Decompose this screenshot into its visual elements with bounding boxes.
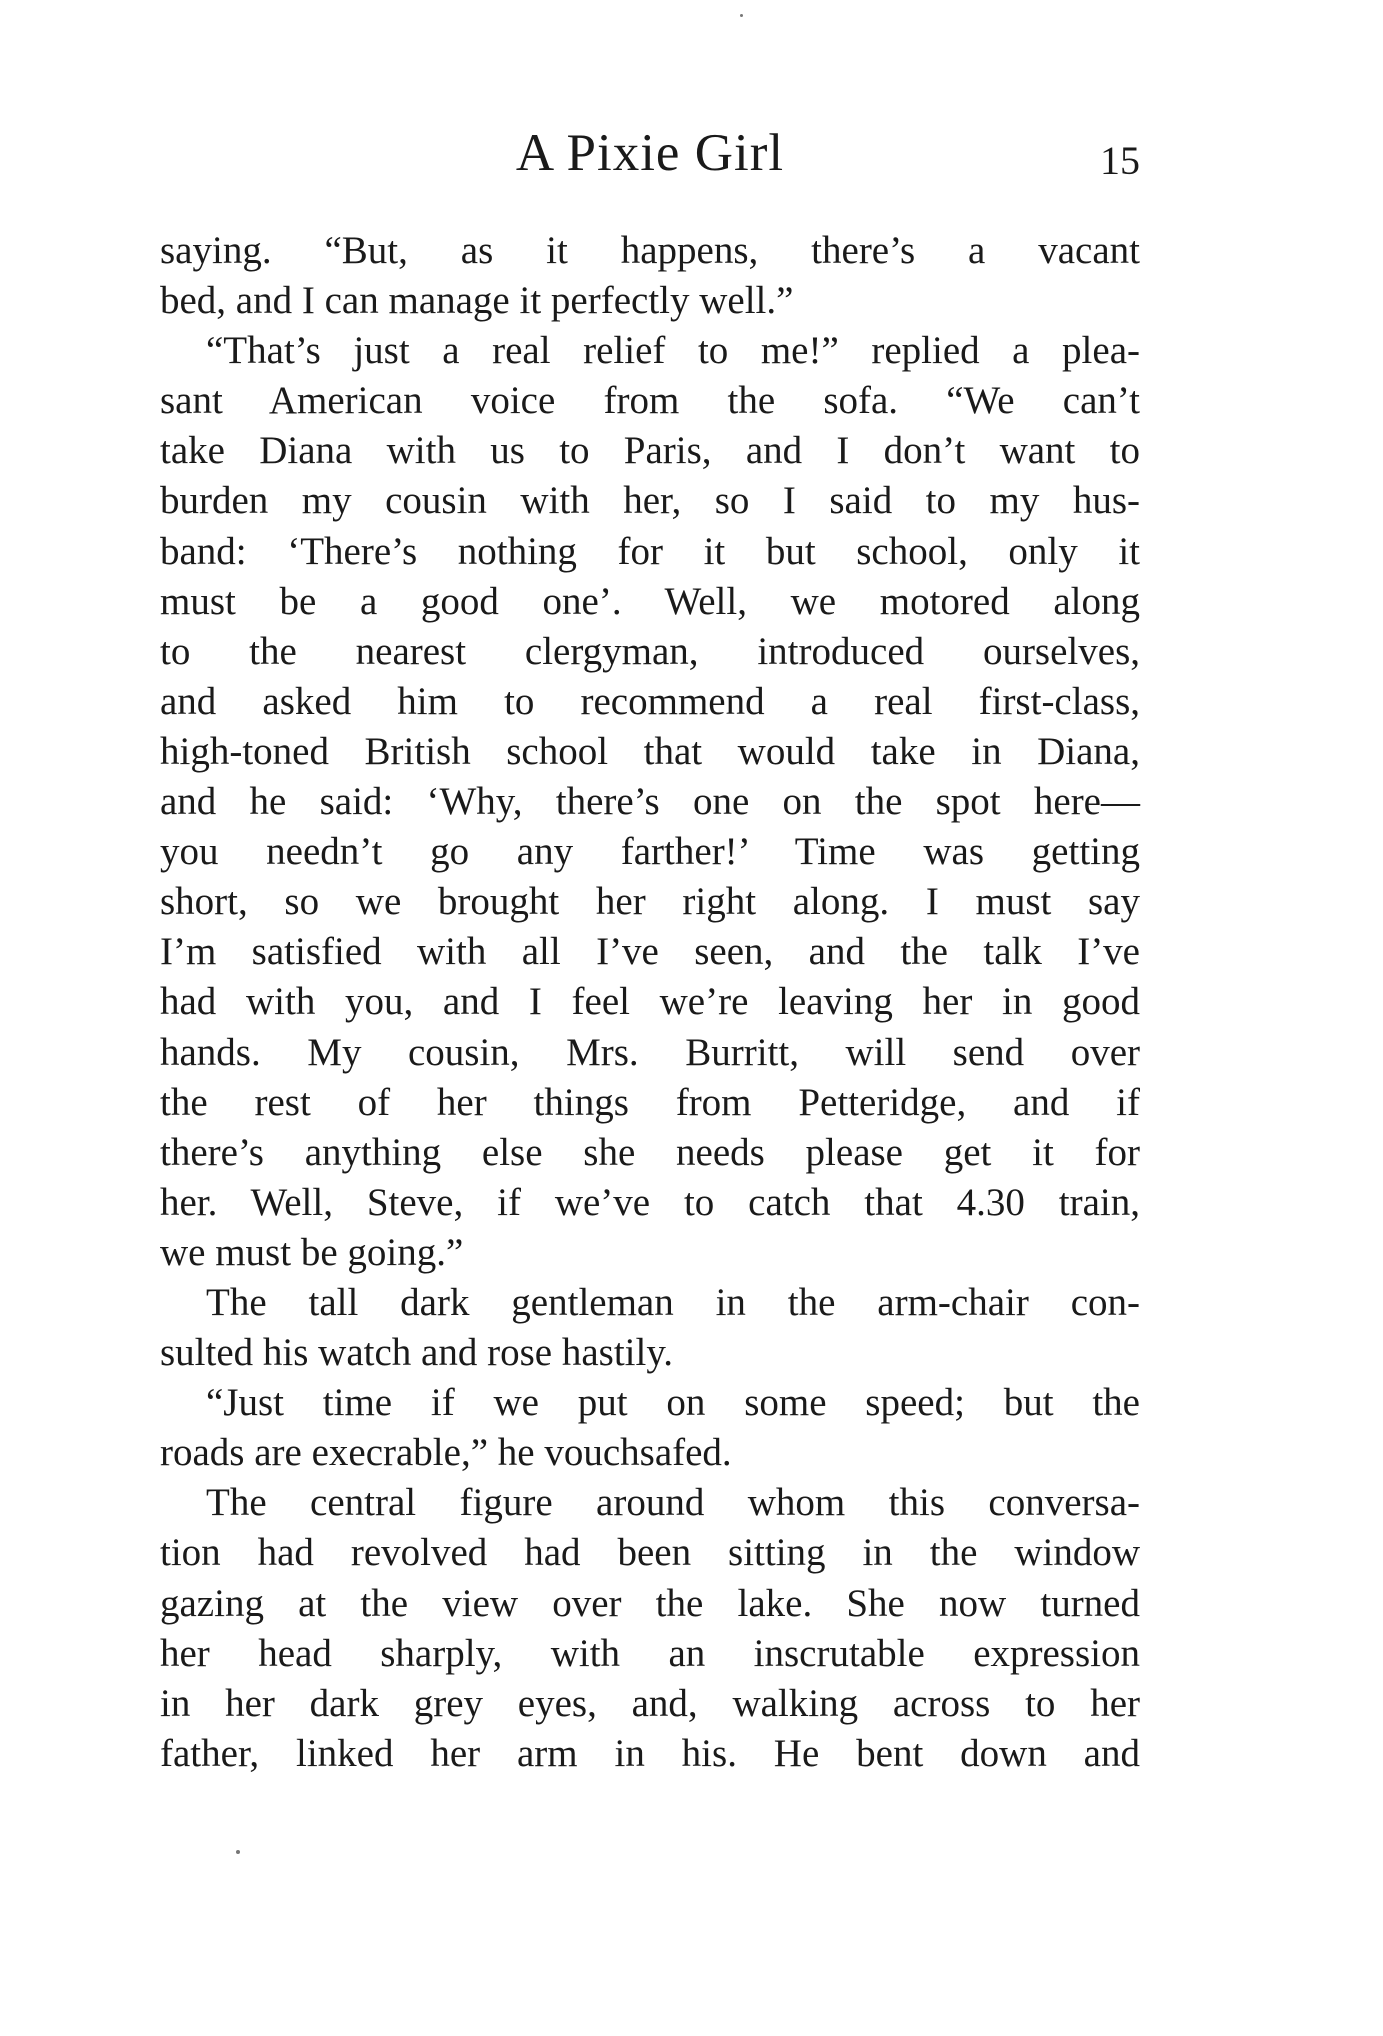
text-line: had with you, and I feel we’re leaving her in good	[160, 980, 1140, 1024]
text-line: take Diana with us to Paris, and I don’t want to	[160, 429, 1140, 473]
text-line: we must be going.”	[160, 1230, 464, 1274]
text-line: must be a good one’. Well, we motored along	[160, 579, 1140, 623]
text-line: and asked him to recommend a real first-class,	[160, 679, 1140, 723]
text-line: her. Well, Steve, if we’ve to catch that 4.30 train,	[160, 1180, 1140, 1224]
text-line: there’s anything else she needs please get it for	[160, 1130, 1140, 1174]
text-line: sulted his watch and rose hastily.	[160, 1331, 674, 1375]
paper-speck	[236, 1850, 240, 1854]
text-line: The tall dark gentleman in the arm-chair con-	[206, 1280, 1140, 1324]
text-line: The central figure around whom this conversa-	[206, 1481, 1140, 1525]
text-line: hands. My cousin, Mrs. Burritt, will send over	[160, 1030, 1140, 1074]
page-number: 15	[1100, 138, 1140, 183]
text-line: to the nearest clergyman, introduced ourselves,	[160, 629, 1140, 673]
text-line: her head sharply, with an inscrutable expression	[160, 1631, 1140, 1675]
text-line: father, linked her arm in his. He bent down and	[160, 1731, 1140, 1775]
text-line: burden my cousin with her, so I said to my hus-	[160, 479, 1140, 523]
text-line: the rest of her things from Petteridge, and if	[160, 1080, 1140, 1124]
text-line: and he said: ‘Why, there’s one on the spot here—	[160, 780, 1140, 824]
text-line: in her dark grey eyes, and, walking across to her	[160, 1681, 1140, 1725]
body-text	[160, 226, 1140, 1779]
paper-speck	[740, 14, 743, 17]
running-head	[160, 118, 1140, 188]
text-line: short, so we brought her right along. I must say	[160, 880, 1140, 924]
text-line: high-toned British school that would take in Diana,	[160, 729, 1140, 773]
text-line: roads are execrable,” he vouchsafed.	[160, 1431, 732, 1475]
text-line: gazing at the view over the lake. She now turned	[160, 1581, 1140, 1625]
text-line: you needn’t go any farther!’ Time was getting	[160, 830, 1140, 874]
text-line: saying. “But, as it happens, there’s a vacant	[160, 229, 1140, 272]
running-title: A Pixie Girl	[515, 124, 785, 182]
text-line: tion had revolved had been sitting in the window	[160, 1531, 1140, 1575]
text-line: bed, and I can manage it perfectly well.”	[160, 279, 794, 323]
text-line: band: ‘There’s nothing for it but school, only it	[160, 529, 1140, 573]
text-line: I’m satisfied with all I’ve seen, and the talk I’ve	[160, 930, 1140, 974]
text-line: “Just time if we put on some speed; but the	[206, 1381, 1140, 1425]
text-line: “That’s just a real relief to me!” replied a plea-	[206, 329, 1140, 373]
text-line: sant American voice from the sofa. “We can’t	[160, 379, 1140, 423]
